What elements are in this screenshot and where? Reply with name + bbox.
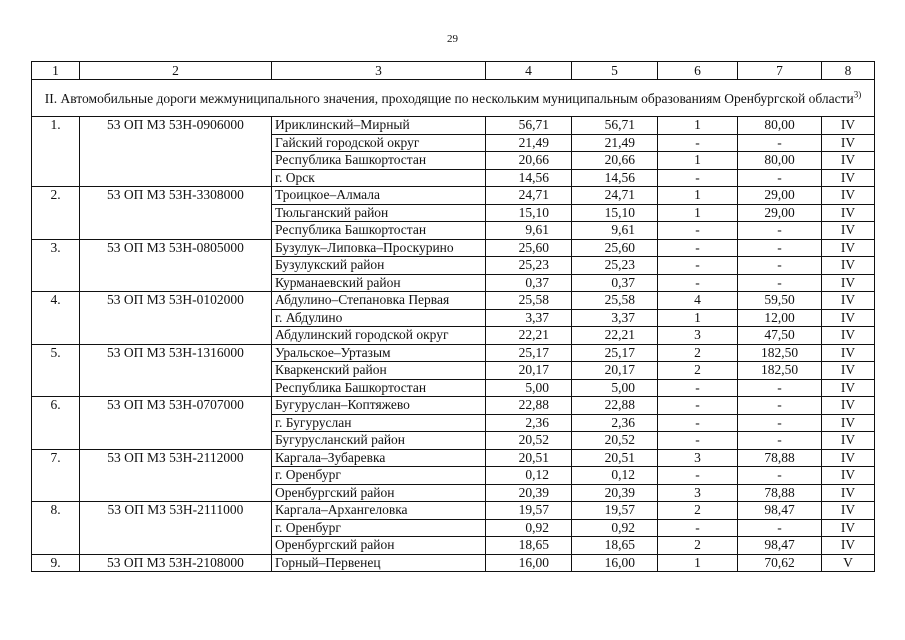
length-value: 98,47 — [738, 537, 822, 555]
count-value: - — [658, 222, 738, 240]
count-value: - — [658, 134, 738, 152]
category-value: IV — [822, 187, 875, 205]
road-number: 1. — [32, 117, 80, 187]
length-value: 24,71 — [486, 187, 572, 205]
length-value: 0,92 — [572, 519, 658, 537]
roads-table — [31, 61, 875, 572]
road-code: 53 ОП МЗ 53Н-0805000 — [80, 239, 272, 292]
road-number: 9. — [32, 554, 80, 572]
length-value: - — [738, 379, 822, 397]
category-value: IV — [822, 432, 875, 450]
section-footnote: 3) — [853, 89, 862, 99]
length-value: 20,66 — [572, 152, 658, 170]
length-value: 25,58 — [486, 292, 572, 310]
category-value: IV — [822, 274, 875, 292]
category-value: IV — [822, 502, 875, 520]
road-name: Тюльганский район — [272, 204, 486, 222]
section-title: II. Автомобильные дороги межмуниципального значения, проходящие по нескольким муниципальным образованиям Оренбургской области — [44, 90, 854, 106]
category-value: IV — [822, 327, 875, 345]
column-number: 3 — [272, 62, 486, 80]
length-value: 25,23 — [486, 257, 572, 275]
road-name: г. Оренбург — [272, 467, 486, 485]
length-value: - — [738, 257, 822, 275]
category-value: V — [822, 554, 875, 572]
length-value: 25,60 — [486, 239, 572, 257]
road-code: 53 ОП МЗ 53Н-0102000 — [80, 292, 272, 345]
category-value: IV — [822, 169, 875, 187]
length-value: 22,88 — [572, 397, 658, 415]
road-row — [32, 117, 875, 135]
road-row — [32, 292, 875, 310]
length-value: 22,21 — [572, 327, 658, 345]
length-value: 21,49 — [486, 134, 572, 152]
length-value: 20,17 — [486, 362, 572, 380]
count-value: 1 — [658, 152, 738, 170]
length-value: 24,71 — [572, 187, 658, 205]
count-value: - — [658, 257, 738, 275]
length-value: 15,10 — [572, 204, 658, 222]
column-number: 8 — [822, 62, 875, 80]
category-value: IV — [822, 117, 875, 135]
road-row — [32, 449, 875, 467]
count-value: 2 — [658, 344, 738, 362]
road-name: Уральское–Уртазым — [272, 344, 486, 362]
length-value: 20,51 — [572, 449, 658, 467]
length-value: 12,00 — [738, 309, 822, 327]
length-value: 16,00 — [572, 554, 658, 572]
length-value: 25,60 — [572, 239, 658, 257]
length-value: 0,12 — [486, 467, 572, 485]
road-number: 8. — [32, 502, 80, 555]
road-number: 2. — [32, 187, 80, 240]
count-value: - — [658, 379, 738, 397]
category-value: IV — [822, 344, 875, 362]
count-value: 1 — [658, 204, 738, 222]
road-number: 5. — [32, 344, 80, 397]
category-value: IV — [822, 239, 875, 257]
category-value: IV — [822, 134, 875, 152]
length-value: - — [738, 169, 822, 187]
road-name: Гайский городской округ — [272, 134, 486, 152]
road-row — [32, 502, 875, 520]
road-name: Горный–Первенец — [272, 554, 486, 572]
count-value: 1 — [658, 187, 738, 205]
column-number: 2 — [80, 62, 272, 80]
road-name: Бугуруслан–Коптяжево — [272, 397, 486, 415]
category-value: IV — [822, 204, 875, 222]
length-value: 80,00 — [738, 117, 822, 135]
count-value: 1 — [658, 117, 738, 135]
count-value: - — [658, 169, 738, 187]
category-value: IV — [822, 519, 875, 537]
length-value: - — [738, 239, 822, 257]
length-value: 9,61 — [486, 222, 572, 240]
road-name: Бузулук–Липовка–Проскурино — [272, 239, 486, 257]
length-value: 2,36 — [572, 414, 658, 432]
length-value: 18,65 — [486, 537, 572, 555]
length-value: 78,88 — [738, 484, 822, 502]
length-value: 16,00 — [486, 554, 572, 572]
category-value: IV — [822, 222, 875, 240]
section-header-row — [32, 80, 875, 117]
length-value: - — [738, 134, 822, 152]
page-number: 29 — [447, 33, 458, 45]
length-value: 3,37 — [572, 309, 658, 327]
road-name: Троицкое–Алмала — [272, 187, 486, 205]
road-row — [32, 344, 875, 362]
category-value: IV — [822, 379, 875, 397]
category-value: IV — [822, 449, 875, 467]
length-value: 70,62 — [738, 554, 822, 572]
length-value: - — [738, 222, 822, 240]
length-value: 2,36 — [486, 414, 572, 432]
length-value: 22,88 — [486, 397, 572, 415]
length-value: 22,21 — [486, 327, 572, 345]
road-number: 6. — [32, 397, 80, 450]
road-code: 53 ОП МЗ 53Н-2112000 — [80, 449, 272, 502]
count-value: - — [658, 274, 738, 292]
column-number-row — [32, 62, 875, 80]
length-value: 0,12 — [572, 467, 658, 485]
length-value: 25,58 — [572, 292, 658, 310]
length-value: 20,66 — [486, 152, 572, 170]
section-title-cell — [32, 80, 875, 117]
road-name: Бузулукский район — [272, 257, 486, 275]
count-value: - — [658, 467, 738, 485]
count-value: 1 — [658, 309, 738, 327]
length-value: 0,37 — [486, 274, 572, 292]
length-value: 20,52 — [572, 432, 658, 450]
road-row — [32, 187, 875, 205]
length-value: 20,17 — [572, 362, 658, 380]
road-name: Ириклинский–Мирный — [272, 117, 486, 135]
count-value: 2 — [658, 362, 738, 380]
length-value: 25,17 — [486, 344, 572, 362]
count-value: 3 — [658, 449, 738, 467]
length-value: - — [738, 519, 822, 537]
road-name: Абдулино–Степановка Первая — [272, 292, 486, 310]
length-value: 56,71 — [572, 117, 658, 135]
category-value: IV — [822, 362, 875, 380]
length-value: 20,52 — [486, 432, 572, 450]
length-value: 14,56 — [572, 169, 658, 187]
length-value: 20,51 — [486, 449, 572, 467]
column-number: 7 — [738, 62, 822, 80]
road-code: 53 ОП МЗ 53Н-0707000 — [80, 397, 272, 450]
column-number: 6 — [658, 62, 738, 80]
length-value: 182,50 — [738, 362, 822, 380]
length-value: 80,00 — [738, 152, 822, 170]
road-name: Оренбургский район — [272, 537, 486, 555]
length-value: 14,56 — [486, 169, 572, 187]
length-value: 18,65 — [572, 537, 658, 555]
road-name: Абдулинский городской округ — [272, 327, 486, 345]
category-value: IV — [822, 467, 875, 485]
category-value: IV — [822, 257, 875, 275]
road-name: Оренбургский район — [272, 484, 486, 502]
column-number: 4 — [486, 62, 572, 80]
length-value: - — [738, 414, 822, 432]
length-value: 20,39 — [486, 484, 572, 502]
length-value: 9,61 — [572, 222, 658, 240]
count-value: 1 — [658, 554, 738, 572]
count-value: 4 — [658, 292, 738, 310]
road-name: Кваркенский район — [272, 362, 486, 380]
length-value: 19,57 — [486, 502, 572, 520]
road-code: 53 ОП МЗ 53Н-0906000 — [80, 117, 272, 187]
count-value: - — [658, 432, 738, 450]
count-value: 3 — [658, 484, 738, 502]
category-value: IV — [822, 152, 875, 170]
category-value: IV — [822, 484, 875, 502]
count-value: 3 — [658, 327, 738, 345]
length-value: 25,17 — [572, 344, 658, 362]
road-code: 53 ОП МЗ 53Н-3308000 — [80, 187, 272, 240]
road-number: 4. — [32, 292, 80, 345]
road-name: Республика Башкортостан — [272, 152, 486, 170]
road-name: Курманаевский район — [272, 274, 486, 292]
length-value: 56,71 — [486, 117, 572, 135]
length-value: 20,39 — [572, 484, 658, 502]
count-value: - — [658, 397, 738, 415]
count-value: - — [658, 239, 738, 257]
road-code: 53 ОП МЗ 53Н-2111000 — [80, 502, 272, 555]
column-number: 1 — [32, 62, 80, 80]
count-value: - — [658, 519, 738, 537]
road-number: 3. — [32, 239, 80, 292]
road-name: Республика Башкортостан — [272, 222, 486, 240]
length-value: 25,23 — [572, 257, 658, 275]
category-value: IV — [822, 309, 875, 327]
count-value: 2 — [658, 537, 738, 555]
length-value: - — [738, 274, 822, 292]
length-value: 98,47 — [738, 502, 822, 520]
length-value: 47,50 — [738, 327, 822, 345]
length-value: 29,00 — [738, 187, 822, 205]
count-value: 2 — [658, 502, 738, 520]
road-name: г. Орск — [272, 169, 486, 187]
length-value: - — [738, 397, 822, 415]
road-name: г. Бугуруслан — [272, 414, 486, 432]
category-value: IV — [822, 414, 875, 432]
road-name: Каргала–Архангеловка — [272, 502, 486, 520]
category-value: IV — [822, 397, 875, 415]
count-value: - — [658, 414, 738, 432]
category-value: IV — [822, 292, 875, 310]
length-value: - — [738, 467, 822, 485]
length-value: 59,50 — [738, 292, 822, 310]
length-value: 78,88 — [738, 449, 822, 467]
length-value: 0,37 — [572, 274, 658, 292]
road-name: Республика Башкортостан — [272, 379, 486, 397]
length-value: 19,57 — [572, 502, 658, 520]
road-row — [32, 397, 875, 415]
length-value: 5,00 — [572, 379, 658, 397]
road-number: 7. — [32, 449, 80, 502]
road-name: г. Оренбург — [272, 519, 486, 537]
length-value: 15,10 — [486, 204, 572, 222]
road-code: 53 ОП МЗ 53Н-1316000 — [80, 344, 272, 397]
length-value: 21,49 — [572, 134, 658, 152]
length-value: - — [738, 432, 822, 450]
length-value: 0,92 — [486, 519, 572, 537]
road-code: 53 ОП МЗ 53Н-2108000 — [80, 554, 272, 572]
road-row — [32, 239, 875, 257]
length-value: 182,50 — [738, 344, 822, 362]
road-name: Каргала–Зубаревка — [272, 449, 486, 467]
road-name: Бугурусланский район — [272, 432, 486, 450]
column-number: 5 — [572, 62, 658, 80]
category-value: IV — [822, 537, 875, 555]
length-value: 3,37 — [486, 309, 572, 327]
length-value: 29,00 — [738, 204, 822, 222]
road-name: г. Абдулино — [272, 309, 486, 327]
length-value: 5,00 — [486, 379, 572, 397]
road-row — [32, 554, 875, 572]
